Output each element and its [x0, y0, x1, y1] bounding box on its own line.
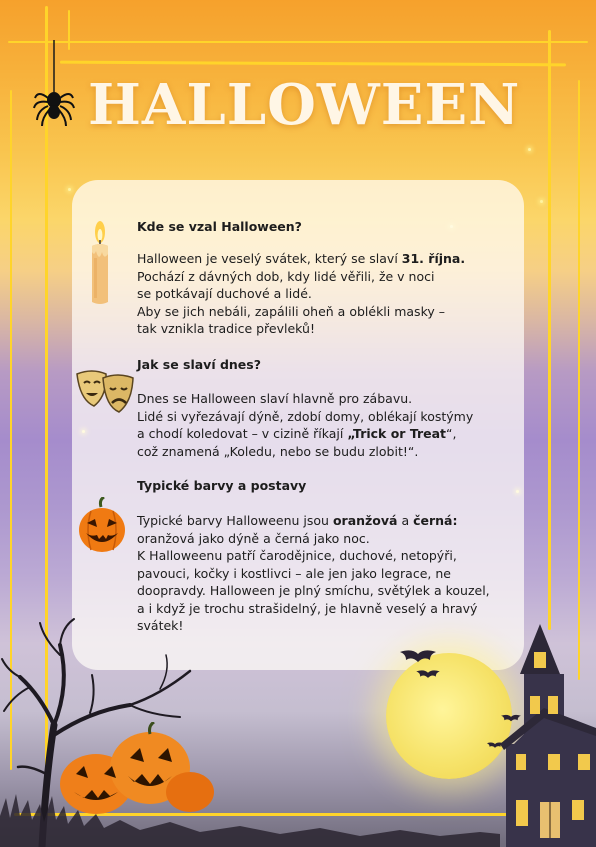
text-fragment: pavouci, kočky i kostlivci – ale jen jako legrace, ne — [137, 565, 451, 581]
frame-top-line-2 — [60, 61, 566, 67]
text-fragment: Typické barvy Halloweenu jsou — [137, 513, 333, 528]
text-fragment: se potkávají duchové a lidé. — [137, 286, 312, 301]
haunted-house-icon — [494, 624, 596, 847]
text-fragment: Halloween je veselý svátek, který se slaví — [137, 251, 402, 266]
paragraph-line — [137, 530, 507, 548]
bold-text-fragment: černá: — [413, 513, 458, 528]
text-fragment: Lidé si vyřezávají dýně, zdobí domy, oblékají kostýmy — [137, 408, 474, 424]
grass-silhouette — [0, 786, 500, 847]
section-paragraph — [137, 250, 507, 338]
text-fragment: což znamená „Koledu, nebo se budu zlobit!“. — [137, 443, 419, 459]
paragraph-line — [137, 320, 507, 338]
bold-text-fragment: oranžová — [332, 513, 398, 528]
text-fragment: oranžová jako dýně a černá jako noc. — [137, 530, 370, 546]
paragraph-line — [137, 425, 507, 443]
text-fragment: Pochází z dávných dob, kdy lidé věřili, že v noci — [137, 268, 435, 284]
bold-text-fragment: „Trick or Treat — [347, 426, 447, 441]
text-fragment: Aby se jich nebáli, zapálili oheň a oblékli masky – — [137, 303, 445, 319]
page-title: HALLOWEEN — [88, 72, 521, 138]
frame-right-line-2 — [578, 80, 580, 680]
paragraph-line — [137, 443, 507, 461]
paragraph-line — [137, 303, 507, 321]
paragraph-line — [137, 268, 507, 286]
bat-icon — [415, 668, 441, 680]
text-fragment: svátek! — [137, 618, 184, 633]
paragraph-line — [137, 582, 507, 600]
sparkle — [540, 200, 543, 203]
text-fragment: K Halloweenu patří čarodějnice, duchové, netopýři, — [137, 548, 457, 563]
text-fragment: a — [397, 513, 414, 528]
paragraph-line — [137, 390, 507, 408]
frame-top-line — [8, 41, 588, 43]
spider-icon — [32, 40, 78, 130]
theater-masks-icon — [74, 366, 136, 416]
section-paragraph — [137, 390, 507, 460]
bat-icon — [398, 648, 438, 664]
paragraph-line — [137, 285, 507, 303]
jack-o-lantern-icon — [77, 497, 127, 555]
paragraph-line — [137, 512, 507, 530]
section-heading: Jak se slaví dnes? — [137, 357, 261, 372]
paragraph-line — [137, 565, 507, 583]
frame-right-line — [548, 30, 551, 630]
text-fragment: a i když je trochu strašidelný, je hlavně veselý a hravý — [137, 600, 478, 616]
paragraph-line — [137, 250, 507, 268]
paragraph-line — [137, 408, 507, 426]
text-fragment: a chodí koledovat – v cizině říkají — [137, 426, 348, 441]
text-fragment: tak vznikla tradice převleků! — [137, 321, 315, 336]
paragraph-line — [137, 547, 507, 565]
sparkle — [528, 148, 531, 151]
text-fragment: Dnes se Halloween slaví hlavně pro zábavu. — [137, 391, 413, 406]
candle-icon — [86, 218, 114, 308]
bold-text-fragment: 31. října. — [401, 251, 466, 266]
text-fragment: “, — [446, 426, 457, 441]
sparkle — [68, 188, 71, 191]
section-heading: Typické barvy a postavy — [137, 478, 307, 493]
section-heading: Kde se vzal Halloween? — [137, 219, 302, 234]
text-fragment: doopravdy. Halloween je plný smíchu, světýlek a kouzel, — [137, 583, 490, 598]
